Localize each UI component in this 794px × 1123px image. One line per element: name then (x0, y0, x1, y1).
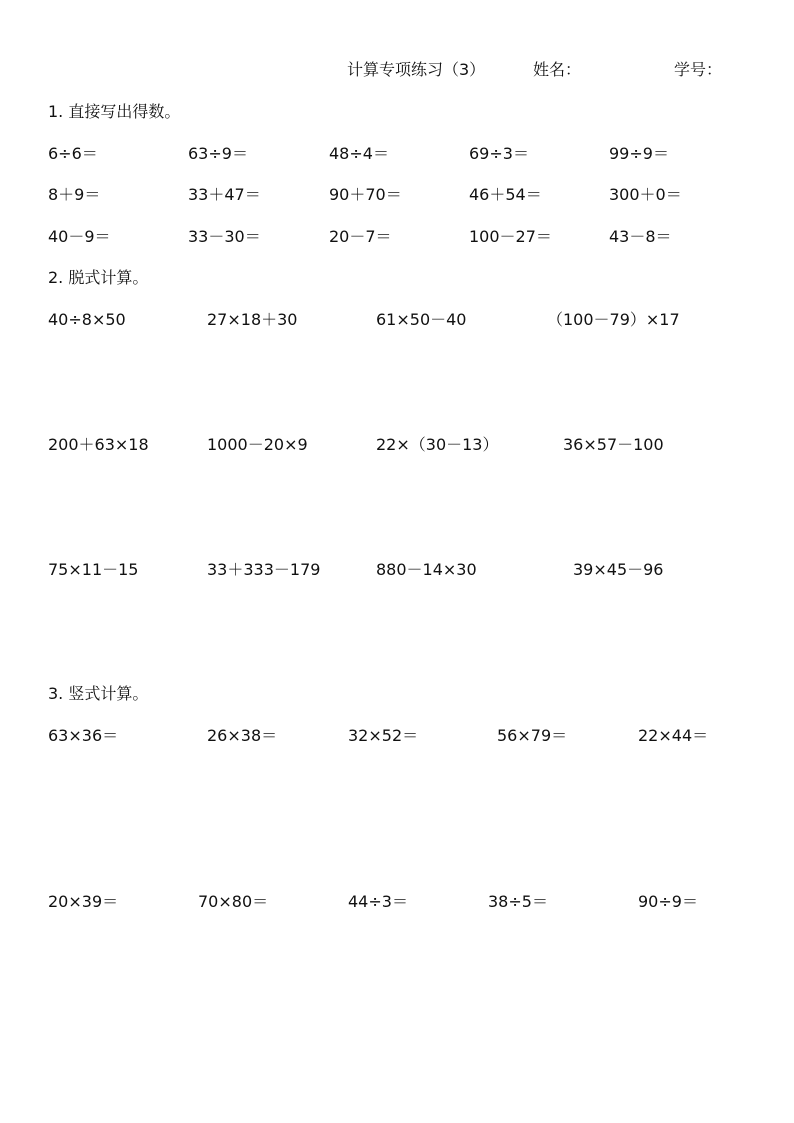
problem-item: 70×80＝ (198, 892, 269, 911)
problem-item: 90＋70＝ (329, 185, 402, 204)
problem-item: 39×45－96 (573, 560, 664, 579)
problem-item: 90÷9＝ (638, 892, 698, 911)
problem-item: 20－7＝ (329, 227, 392, 246)
problem-item: 32×52＝ (348, 726, 419, 745)
problem-item: 880－14×30 (376, 560, 477, 579)
problem-item: 69÷3＝ (469, 144, 529, 163)
problem-item: 27×18＋30 (207, 310, 298, 329)
problem-item: 43－8＝ (609, 227, 672, 246)
problem-item: 300＋0＝ (609, 185, 682, 204)
problem-item: 26×38＝ (207, 726, 278, 745)
problem-item: 40÷8×50 (48, 310, 126, 329)
problem-item: 63÷9＝ (188, 144, 248, 163)
problem-item: 6÷6＝ (48, 144, 98, 163)
section-2-title: 2. 脱式计算。 (48, 268, 149, 287)
problem-item: 33＋333－179 (207, 560, 321, 579)
problem-item: 36×57－100 (563, 435, 664, 454)
problem-item: （100－79）×17 (547, 310, 680, 329)
student-id-label: 学号： (674, 60, 723, 79)
name-label: 姓名： (533, 60, 582, 79)
section-3-title: 3. 竖式计算。 (48, 684, 149, 703)
problem-item: 33－30＝ (188, 227, 261, 246)
problem-item: 44÷3＝ (348, 892, 408, 911)
problem-item: 40－9＝ (48, 227, 111, 246)
problem-item: 75×11－15 (48, 560, 139, 579)
section-1-title: 1. 直接写出得数。 (48, 102, 181, 121)
problem-item: 38÷5＝ (488, 892, 548, 911)
problem-item: 200＋63×18 (48, 435, 149, 454)
problem-item: 56×79＝ (497, 726, 568, 745)
problem-item: 48÷4＝ (329, 144, 389, 163)
problem-item: 63×36＝ (48, 726, 119, 745)
problem-item: 46＋54＝ (469, 185, 542, 204)
problem-item: 22×44＝ (638, 726, 709, 745)
problem-item: 61×50－40 (376, 310, 467, 329)
problem-item: 99÷9＝ (609, 144, 669, 163)
problem-item: 1000－20×9 (207, 435, 308, 454)
problem-item: 8＋9＝ (48, 185, 101, 204)
problem-item: 33＋47＝ (188, 185, 261, 204)
problem-item: 100－27＝ (469, 227, 552, 246)
problem-item: 20×39＝ (48, 892, 119, 911)
worksheet-title: 计算专项练习（3） (347, 60, 486, 79)
problem-item: 22×（30－13） (376, 435, 499, 454)
